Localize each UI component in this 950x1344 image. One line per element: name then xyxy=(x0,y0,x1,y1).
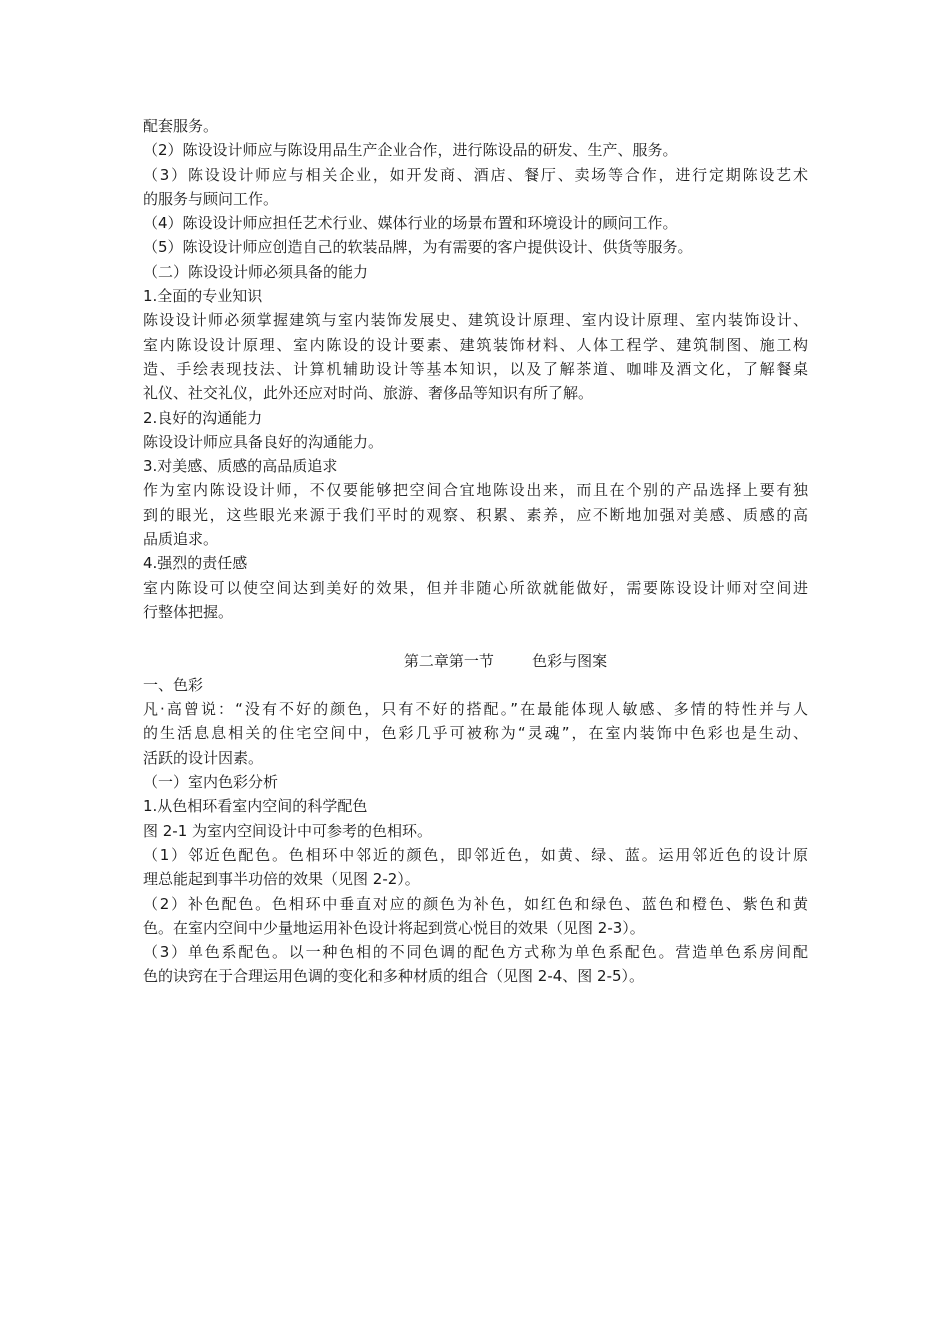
document-body xyxy=(143,114,808,989)
subsection-heading: 3.对美感、质感的高品质追求 xyxy=(143,457,338,476)
text-line: 到的眼光，这些眼光来源于我们平时的观察、积累、素养，应不断地加强对美感、质感的高 xyxy=(143,505,808,524)
text-line: （1）邻近色配色。色相环中邻近的颜色，即邻近色，如黄、绿、蓝。运用邻近色的设计原 xyxy=(143,845,808,864)
text-line: 的服务与顾问工作。 xyxy=(143,189,279,208)
subsection-heading: 1.全面的专业知识 xyxy=(143,287,263,306)
text-line: 色的诀窍在于合理运用色调的变化和多种材质的组合（见图 2-4、图 2-5）。 xyxy=(143,967,645,986)
text-line: 行整体把握。 xyxy=(143,602,234,621)
text-line: 礼仪、社交礼仪，此外还应对时尚、旅游、奢侈品等知识有所了解。 xyxy=(143,384,594,403)
text-line: 凡·高曾说：“没有不好的颜色，只有不好的搭配。”在最能体现人敏感、多情的特性并与人 xyxy=(143,700,808,719)
section-heading: （二）陈设设计师必须具备的能力 xyxy=(143,262,369,281)
text-line: （4）陈设设计师应担任艺术行业、媒体行业的场景布置和环境设计的顾问工作。 xyxy=(143,214,678,233)
text-line: 作为室内陈设设计师，不仅要能够把空间合宜地陈设出来，而且在个别的产品选择上要有独 xyxy=(143,481,808,500)
text-line: 配套服务。 xyxy=(143,117,219,135)
text-line: 品质追求。 xyxy=(143,530,219,549)
text-line: （3）单色系配色。以一种色相的不同色调的配色方式称为单色系配色。营造单色系房间配 xyxy=(143,943,808,962)
text-line: （2）陈设设计师应与陈设用品生产企业合作，进行陈设品的研发、生产、服务。 xyxy=(143,141,678,160)
text-line: 室内陈设可以使空间达到美好的效果，但并非随心所欲就能做好，需要陈设设计师对空间进 xyxy=(143,578,808,597)
text-line: 的生活息息相关的住宅空间中，色彩几乎可被称为“灵魂”，在室内装饰中色彩也是生动、 xyxy=(143,724,808,743)
text-line: 理总能起到事半功倍的效果（见图 2-2）。 xyxy=(143,870,420,889)
text-line: （5）陈设设计师应创造自己的软装品牌，为有需要的客户提供设计、供货等服务。 xyxy=(143,238,693,257)
text-line: （2）补色配色。色相环中垂直对应的颜色为补色，如红色和绿色、蓝色和橙色、紫色和黄 xyxy=(143,894,808,913)
text-line: （3）陈设设计师应与相关企业，如开发商、酒店、餐厅、卖场等合作，进行定期陈设艺术 xyxy=(143,165,808,184)
text-line: 室内陈设设计原理、室内陈设的设计要素、建筑装饰材料、人体工程学、建筑制图、施工构 xyxy=(143,335,808,354)
section-heading: （一）室内色彩分析 xyxy=(143,773,279,792)
text-line: 图 2-1 为室内空间设计中可参考的色相环。 xyxy=(143,821,433,840)
subsection-heading: 2.良好的沟通能力 xyxy=(143,408,263,427)
text-line: 陈设设计师必须掌握建筑与室内装饰发展史、建筑设计原理、室内设计原理、室内装饰设计、 xyxy=(143,311,808,330)
section-heading: 一、色彩 xyxy=(143,675,204,694)
subsection-heading: 1.从色相环看室内空间的科学配色 xyxy=(143,797,368,816)
blank-line xyxy=(143,624,808,648)
text-line: 色。在室内空间中少量地运用补色设计将起到赏心悦目的效果（见图 2-3）。 xyxy=(143,918,645,937)
text-line: 造、手绘表现技法、计算机辅助设计等基本知识，以及了解茶道、咖啡及酒文化，了解餐桌 xyxy=(143,359,808,378)
text-line: 活跃的设计因素。 xyxy=(143,748,264,767)
text-line: 陈设设计师应具备良好的沟通能力。 xyxy=(143,432,384,451)
chapter-title: 第二章第一节 色彩与图案 xyxy=(403,651,608,670)
subsection-heading: 4.强烈的责任感 xyxy=(143,554,248,573)
